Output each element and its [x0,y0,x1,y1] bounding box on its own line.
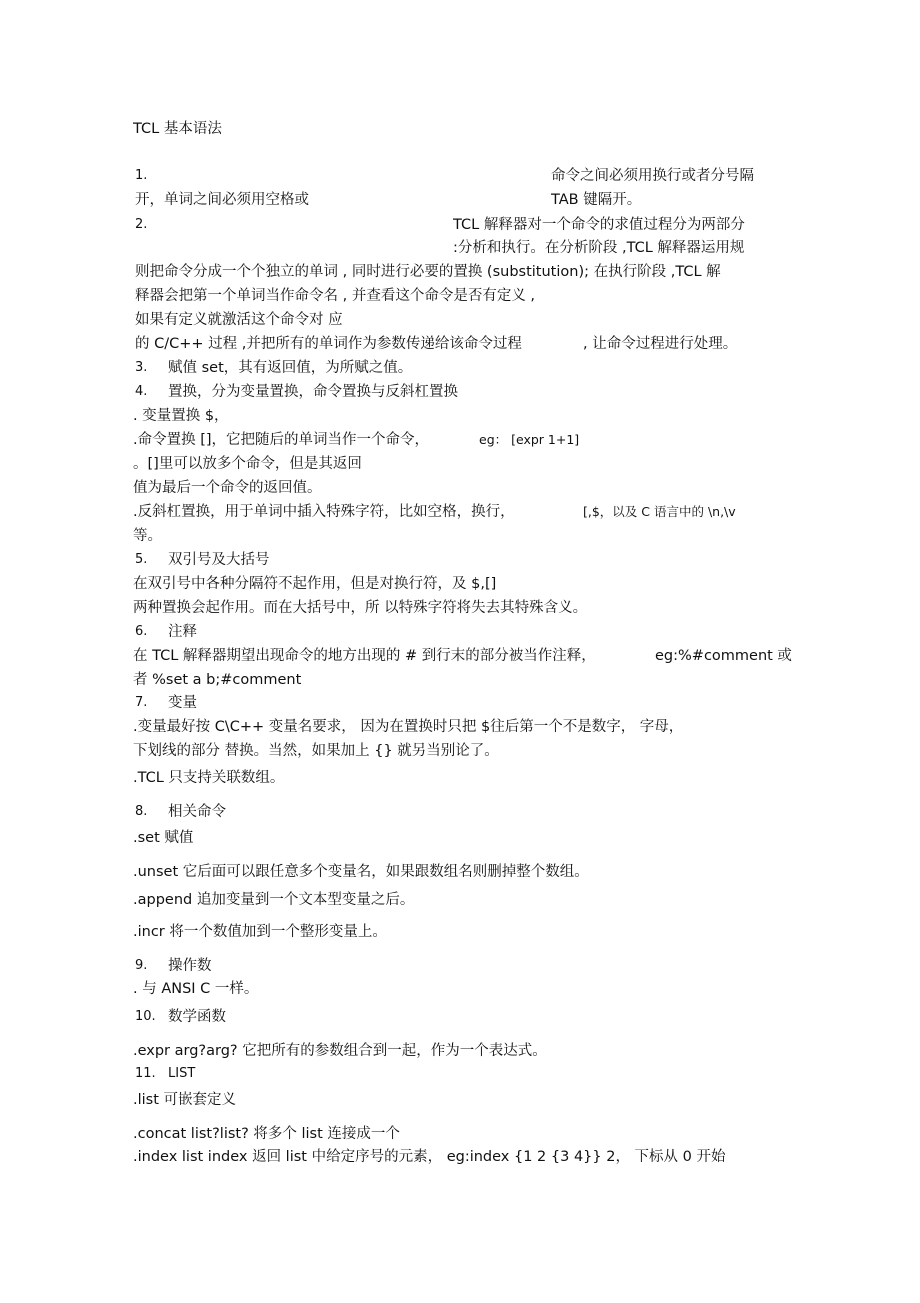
text-line: .反斜杠置换，用于单词中插入特殊字符，比如空格，换行， [133,504,515,520]
text-line: .append 追加变量到一个文本型变量之后。 [133,892,415,908]
text-line: 两种置换会起作用。而在大括号中，所 以特殊字符将失去其特殊含义。 [133,600,588,616]
text-line: [,$，以及 C 语言中的 \n,\v [583,504,736,519]
text-line: TCL 解释器对一个命令的求值过程分为两部分 [453,217,745,233]
text-line: 开，单词之间必须用空格或 [135,192,309,208]
text-line: , 让命令过程进行处理。 [583,336,738,352]
text-line: .concat list?list? 将多个 list 连接成一个 [133,1126,400,1142]
page-title: TCL 基本语法 [133,121,222,137]
item-number: 11. [135,1066,156,1081]
text-line: 如果有定义就激活这个命令对 应 [135,312,343,328]
item-number: 9. [135,958,148,973]
text-line: eg:%#comment 或 [655,648,792,664]
item-number: 3. [135,360,148,375]
text-line: 在 TCL 解释器期望出现命令的地方出现的 # 到行末的部分被当作注释， [133,648,596,664]
item-number: 7. [135,695,148,710]
text-line: .TCL 只支持关联数组。 [133,770,285,786]
text-line: 等。 [133,528,162,544]
text-line: 释器会把第一个单词当作命令名 , 并查看这个命令是否有定义 , [135,288,536,304]
text-line: :分析和执行。在分析阶段 ,TCL 解释器运用规 [453,240,745,256]
text-line: .expr arg?arg? 它把所有的参数组合到一起，作为一个表达式。 [133,1043,547,1059]
text-line: 者 %set a b;#comment [133,672,302,688]
item-number: 1. [135,168,148,183]
text-line: .unset 它后面可以跟任意多个变量名，如果跟数组名则删掉整个数组。 [133,864,589,880]
item-heading: 赋值 set，其有返回值，为所赋之值。 [168,360,413,376]
text-line: .set 赋值 [133,830,194,846]
text-line: 则把命令分成一个个独立的单词 , 同时进行必要的置换 (substitution); 在执行阶段 ,TCL 解 [135,264,721,280]
item-heading: 变量 [168,695,197,711]
text-line: 命令之间必须用换行或者分号隔 [551,168,754,184]
item-number: 10. [135,1009,156,1024]
item-number: 8. [135,804,148,819]
item-heading: 双引号及大括号 [168,552,270,568]
item-heading: 置换，分为变量置换，命令置换与反斜杠置换 [168,384,458,400]
text-line: . 与 ANSI C 一样。 [133,981,259,997]
text-line: .list 可嵌套定义 [133,1092,237,1108]
item-heading: 相关命令 [168,804,226,820]
item-heading: 数学函数 [168,1009,226,1025]
item-heading: 操作数 [168,958,212,974]
text-line: .incr 将一个数值加到一个整形变量上。 [133,924,387,940]
text-line: 在双引号中各种分隔符不起作用，但是对换行符，及 $,[] [133,576,497,592]
item-heading: LIST [168,1066,196,1081]
text-line: 的 C/C++ 过程 ,并把所有的单词作为参数传递给该命令过程 [135,336,522,352]
item-number: 5. [135,552,148,567]
text-line: TAB 键隔开。 [551,192,642,208]
text-line: .index list index 返回 list 中给定序号的元素， eg:index {1 2 {3 4}} 2， 下标从 0 开始 [133,1149,726,1165]
text-line: 。[]里可以放多个命令，但是其返回 [133,456,362,472]
text-line: .命令置换 []，它把随后的单词当作一个命令， [133,432,430,448]
item-number: 2. [135,217,148,232]
item-number: 6. [135,624,148,639]
text-line: eg： [expr 1+1] [479,432,580,447]
text-line: .变量最好按 C\C++ 变量名要求， 因为在置换时只把 $往后第一个不是数字， 字母， [133,719,684,735]
item-heading: 注释 [168,624,197,640]
text-line: 值为最后一个命令的返回值。 [133,480,322,496]
text-line: 下划线的部分 替换。当然，如果加上 {} 就另当别论了。 [133,743,499,759]
text-line: . 变量置换 $， [133,408,229,424]
item-number: 4. [135,384,148,399]
